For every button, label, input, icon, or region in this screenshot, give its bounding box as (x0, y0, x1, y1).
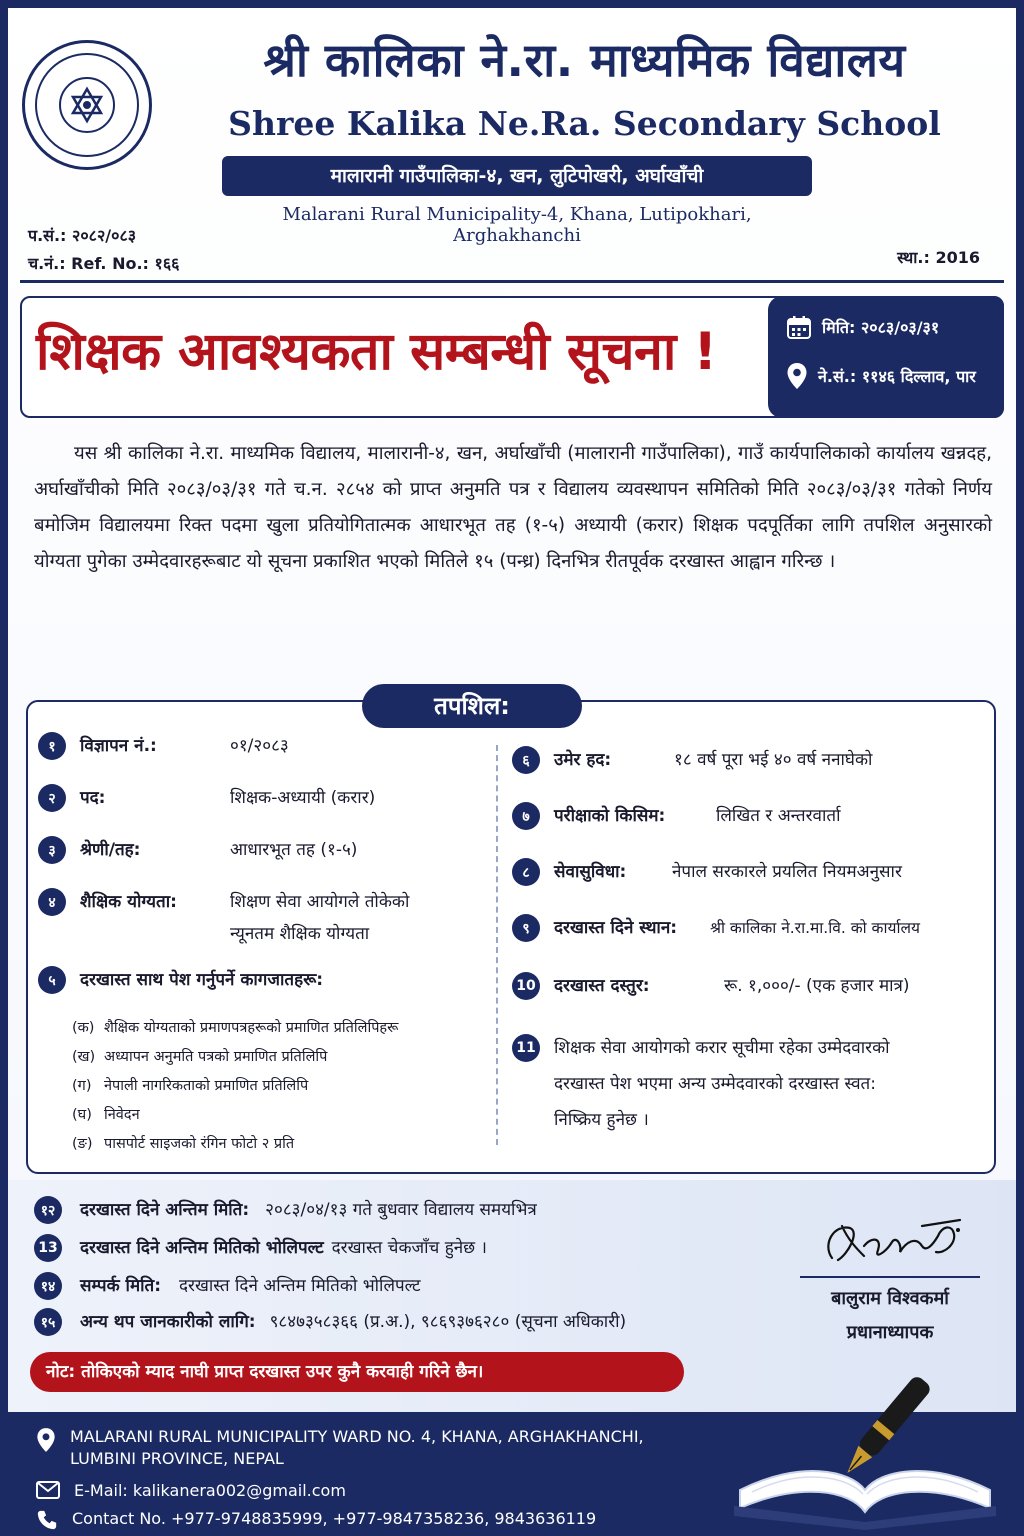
detail-item-post: २ पद: शिक्षक-अध्यायी (करार) (38, 784, 375, 812)
detail-item-ad-number: १ विज्ञापन नं.: ०१/२०८३ (38, 732, 289, 760)
detail-item-commission-list: 11 शिक्षक सेवा आयोगको करार सूचीमा रहेका उम्मेदवारको दरखास्त पेश भएमा अन्य उम्मेदवारको दरखास्त स्वत: निष्क्रिय हुनेछ । (512, 1034, 890, 1138)
address-nepali: मालारानी गाउँपालिका-४, खन, लुटिपोखरी, अर्घाखाँची (222, 156, 812, 196)
notice-info-panel (768, 296, 1004, 418)
detail-item-qualification: ४ शैक्षिक योग्यता: शिक्षण सेवा आयोगले तोकेको न्यूनतम शैक्षिक योग्यता (38, 888, 409, 948)
list-item: (क) शैक्षिक योग्यताको प्रमाणपत्रहरूको प्रमाणित प्रतिलिपिहरू (72, 1020, 399, 1036)
deadline-item: १२ दरखास्त दिने अन्तिम मिति: २०८३/०४/१३ गते बुधवार विद्यालय समयभित्र (34, 1196, 537, 1224)
footer-address: MALARANI RURAL MUNICIPALITY WARD NO. 4, KHANA, ARGHAKHANCHI, LUMBINI PROVINCE, NEPAL (36, 1426, 644, 1470)
notice-title: शिक्षक आवश्यकता सम्बन्धी सूचना ! (36, 322, 717, 382)
phone-icon (36, 1509, 58, 1531)
school-name-nepali: श्री कालिका ने.रा. माध्यमिक विद्यालय (263, 33, 906, 87)
ref-number: च.नं.: Ref. No.: १६६ (28, 254, 180, 273)
notice-location: ने.सं.: ११४६ दिल्लाव, पार (818, 367, 976, 386)
notice-title-box (20, 296, 1004, 418)
footer-contact: Contact No. +977-9748835999, +977-9847358236, 9843636119 (36, 1508, 596, 1531)
list-item: (ग) नेपाली नागरिकताको प्रमाणित प्रतिलिपि (72, 1078, 309, 1094)
book-and-pen-icon (720, 1340, 1010, 1530)
deadline-item: 13 दरखास्त दिने अन्तिम मितिको भोलिपल्ट दरखास्त चेकजाँच हुनेछ । (34, 1234, 487, 1262)
header-divider (20, 280, 1004, 283)
school-name-english: Shree Kalika Ne.Ra. Secondary School (228, 104, 941, 143)
documents-list (72, 1014, 398, 1159)
detail-item-level: ३ श्रेणी/तह: आधारभूत तह (१-५) (38, 836, 357, 864)
detail-item-application-fee: 10 दरखास्त दस्तुर: रू. १,०००/- (एक हजार मात्र) (512, 972, 910, 1000)
signature (812, 1206, 982, 1276)
list-item: (ख) अध्यापन अनुमति पत्रको प्रमाणित प्रतिलिपि (72, 1049, 328, 1065)
detail-item-documents: ५ दरखास्त साथ पेश गर्नुपर्ने कागजातहरू: (38, 966, 323, 994)
list-item: (ङ) पासपोर्ट साइजको रंगिन फोटो २ प्रति (72, 1136, 295, 1152)
notice-paragraph: यस श्री कालिका ने.रा. माध्यमिक विद्यालय, मालारानी-४, खन, अर्घाखाँची (मालारानी गाउँपालिका), गाउँ कार्यपालिकाको कार्यालय खन्नदह, अर्घाखाँचीको मिति २०८३/०३/३१ गते च.न. २८५४ को प्राप्त अनुमति पत्र र विद्यालय व्यवस्थापन समितिको मिति २०८३/०३/३१ गतेको निर्णय बमोजिम विद्यालयमा रिक्त पदमा खुला प्रतियोगितात्मक आधारभूत तह (१-५) अध्यायी (करार) शिक्षक पदपूर्तिका लागि तपशिल अनुसारको योग्यता पुगेका उम्मेदवारहरूबाट यो सूचना प्रकाशित भएको मितिले १५ (पन्ध्र) दिनभित्र रीतपूर्वक दरखास्त आह्वान गरिन्छ । (34, 443, 992, 572)
details-column-divider (496, 745, 498, 1145)
ps-number: प.सं.: २०८२/०८३ (28, 226, 137, 245)
detail-item-application-place: ९ दरखास्त दिने स्थान: श्री कालिका ने.रा.मा.वि. को कार्यालय (512, 914, 920, 942)
signatory-name: बालुराम विश्वकर्मा (831, 1288, 949, 1309)
deadline-item: १५ अन्य थप जानकारीको लागि: ९८४७३५८३६६ (प्र.अ.), ९८६९३७६२८० (सूचना अधिकारी) (34, 1308, 626, 1336)
location-pin-icon (786, 362, 808, 390)
detail-item-age-limit: ६ उमेर हद: १८ वर्ष पूरा भई ४० वर्ष ननाघेको (512, 746, 872, 774)
deadline-item: १४ सम्पर्क मिति: दरखास्त दिने अन्तिम मितिको भोलिपल्ट (34, 1272, 421, 1300)
note-banner: नोट: तोकिएको म्याद नाघी प्राप्त दरखास्त उपर कुनै करवाही गरिने छैन। (30, 1352, 684, 1392)
detail-item-exam-type: ७ परीक्षाको किसिम: लिखित र अन्तरवार्ता (512, 802, 841, 830)
notice-date: मिति: २०८३/०३/३१ (822, 318, 940, 337)
school-seal-icon (22, 40, 152, 170)
signatory-title: प्रधानाध्यापक (846, 1322, 934, 1343)
detail-item-facilities: ८ सेवासुविधा: नेपाल सरकारले प्रयलित नियमअनुसार (512, 858, 902, 886)
footer-email: E-Mail: kalikanera002@gmail.com (36, 1480, 346, 1502)
location-pin-icon (36, 1427, 56, 1453)
mail-icon (36, 1481, 60, 1499)
address-english: Malarani Rural Municipality-4, Khana, Lutipokhari, Arghakhanchi (282, 204, 752, 246)
calendar-icon (786, 314, 812, 340)
list-item: (घ) निवेदन (72, 1107, 140, 1123)
signature-line (800, 1276, 980, 1278)
details-heading: तपशिल: (362, 684, 582, 728)
established-year: स्था.: 2016 (897, 248, 980, 267)
